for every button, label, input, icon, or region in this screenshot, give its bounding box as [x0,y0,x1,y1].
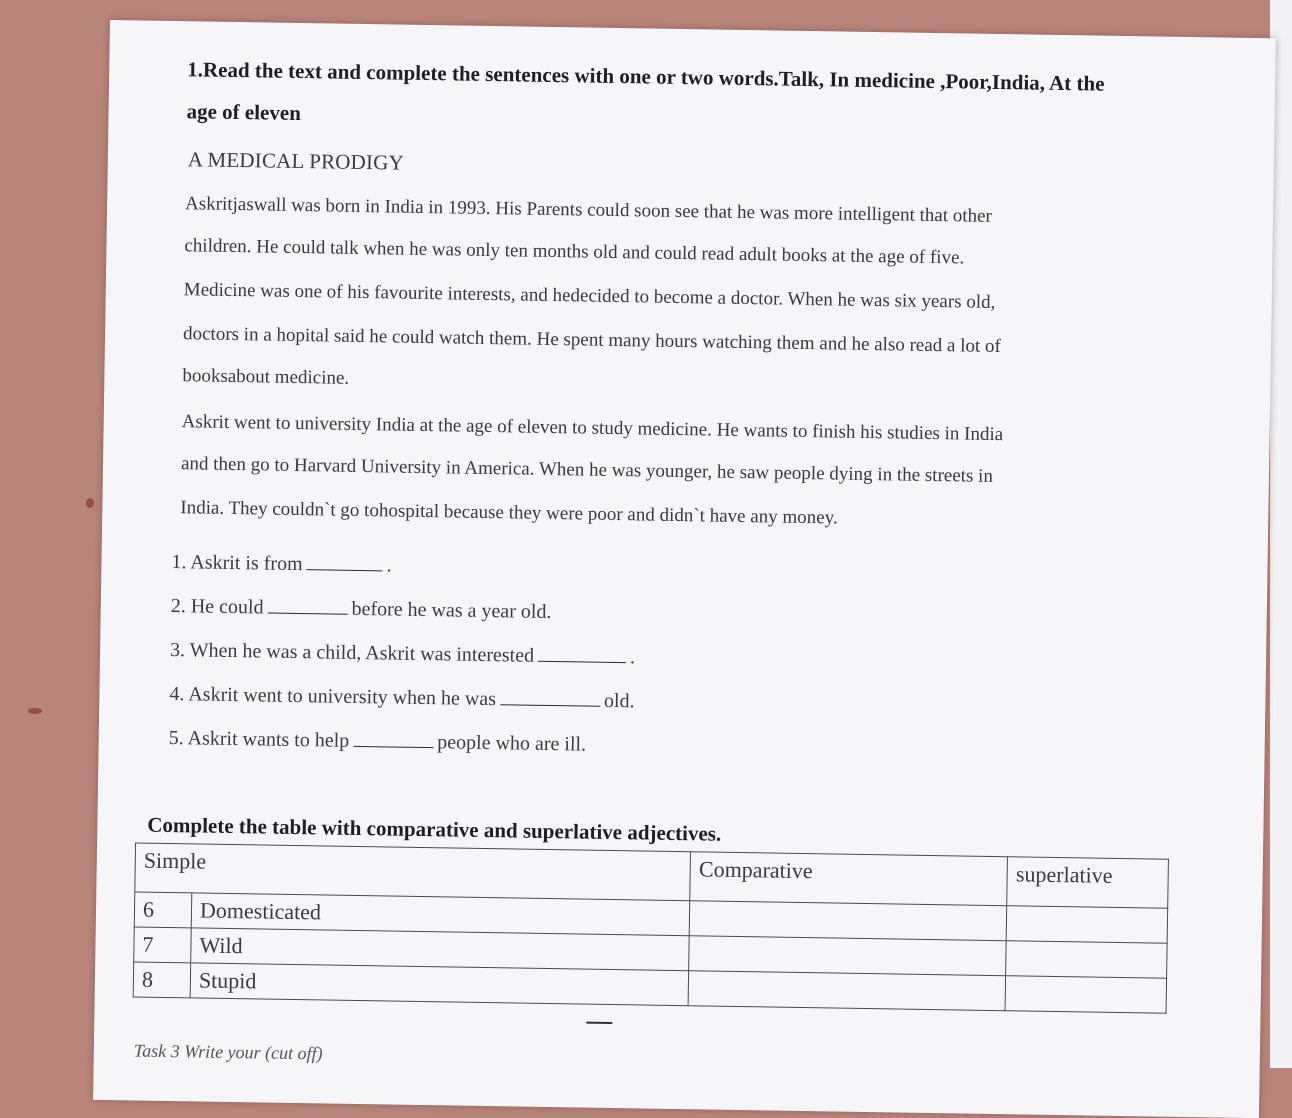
question-4 [169,683,634,713]
comparative-cell[interactable] [689,901,1007,941]
adjectives-table [133,842,1169,1013]
question-text: 1. Askrit is from [171,551,303,576]
question-text-end: . [386,554,392,577]
answer-blank[interactable] [267,613,347,615]
paragraph-line: children. He could talk when he was only ten months old and could read adult books at the age of five. [184,235,965,269]
question-text-end: old. [603,689,635,713]
paragraph-line: and then go to Harvard University in America. When he was younger, he saw people dying in the streets in [180,453,994,487]
question-5 [169,727,587,757]
table-instruction: Complete the table with comparative and superlative adjectives. [147,812,722,846]
comparative-cell[interactable] [688,971,1006,1011]
question-text: 5. Askrit wants to help [168,727,350,752]
header-superlative: superlative [1007,857,1168,909]
question-3 [170,639,635,669]
paragraph-line: India. They couldn`t go tohospital because they were poor and didn`t have any money. [180,497,838,529]
row-adjective: Stupid [190,963,689,1006]
question-text-end: people who are ill. [437,731,587,756]
row-adjective: Domesticated [191,893,690,936]
row-number: 6 [134,892,192,928]
header-comparative: Comparative [690,852,1008,906]
answer-blank[interactable] [307,569,383,571]
header-simple: Simple [135,843,691,901]
pen-mark [586,1022,612,1024]
row-number: 7 [134,927,192,963]
next-task-partial: Task 3 Write your (cut off) [133,1040,323,1064]
paragraph-line: doctors in a hopital said he could watch them. He spent many hours watching them and he also read a lot of [182,323,1001,358]
stain-mark [86,498,94,508]
answer-blank[interactable] [500,704,600,707]
paragraph-line: Medicine was one of his favourite interests, and hedecided to become a doctor. When he was six years old, [183,279,996,313]
stain-mark [28,708,42,714]
paragraph-line: Askritjaswall was born in India in 1993. His Parents could soon see that he was more intelligent that other [184,193,993,227]
paragraph-line: booksabout medicine. [182,365,350,389]
row-adjective: Wild [191,928,690,971]
question-2 [171,595,552,624]
superlative-cell[interactable] [1006,941,1167,979]
worksheet-page [93,20,1276,1118]
comparative-cell[interactable] [689,936,1007,976]
row-number: 8 [133,962,191,998]
question-text-end: before he was a year old. [351,597,552,624]
superlative-cell[interactable] [1005,976,1166,1014]
question-text-end: . [629,646,636,669]
question-text: 3. When he was a child, Askrit was interested [169,639,535,667]
paragraph-line: Askrit went to university India at the age of eleven to study medicine. He wants to finish his studies in India [181,411,1004,446]
question-text: 2. He could [170,595,264,619]
answer-blank[interactable] [538,661,626,663]
question-1 [171,551,391,577]
text-heading: A MEDICAL PRODIGY [187,147,405,175]
task-title: 1.Read the text and complete the sentences with one or two words.Talk, In medicine ,Poor,India, At the [187,57,1105,96]
task-title-continuation: age of eleven [186,99,302,126]
superlative-cell[interactable] [1006,906,1167,944]
question-text: 4. Askrit went to university when he was [169,683,497,711]
answer-blank[interactable] [353,746,433,748]
